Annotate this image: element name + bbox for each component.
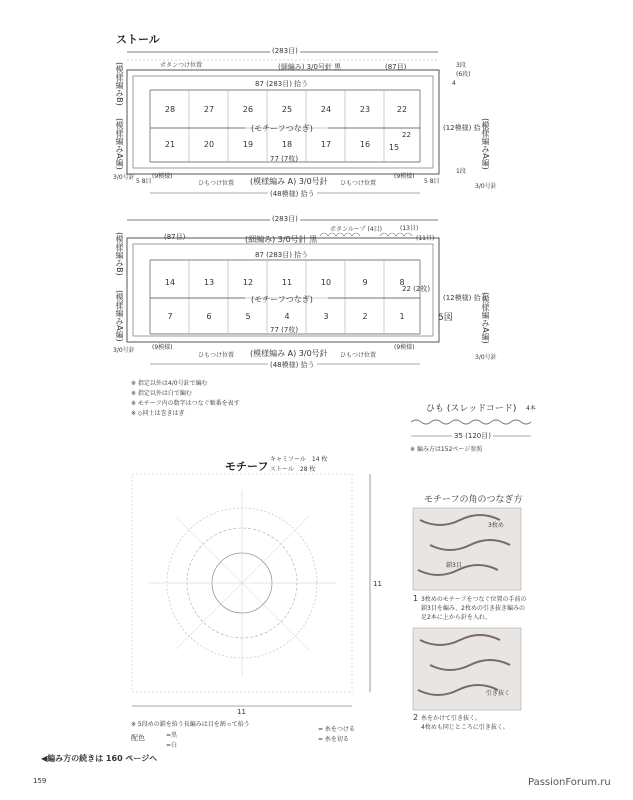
stole2-cell: 13 (203, 278, 215, 287)
stole1-bottom-total: (48模様) 拾う (270, 190, 315, 198)
stole2-count-13: (13目) (400, 225, 419, 232)
cord-title: ひも (スレッドコード) (426, 404, 517, 414)
stole2-cell: 6 (206, 312, 212, 321)
stole1-edge-label: (細編み) 3/0号針 黒 (278, 63, 342, 71)
corner-step1-text: 3枚めのモチーフをつなぐ位置の手前の 鎖3目を編み、2枚めの引き抜き編みの 足2本に上から針を入れ、 (421, 596, 527, 621)
stole1-cell: 20 (203, 140, 215, 149)
stole1-cell: 15 (388, 143, 400, 152)
motif-color-label: 配色 (131, 734, 145, 742)
stole1-cell: 26 (242, 105, 254, 114)
corner-step2-num: 2 (413, 713, 419, 722)
stole2-width-total: (283目) (272, 215, 298, 223)
stole2-cell: 7 (167, 312, 173, 321)
watermark: PassionForum.ru (528, 777, 611, 788)
motif-camisole-count: キャミソール 14 枚 (270, 456, 328, 463)
stole1-cell: 18 (281, 140, 293, 149)
note-1: ※ 指定以外は4/0号針で編む (131, 380, 208, 387)
stole2-cell: 14 (164, 278, 176, 287)
continue-note: ◀編み方の続きは 160 ページへ (41, 754, 158, 763)
stole1-cell: 25 (281, 105, 293, 114)
stole2-bottom-main: (模様編み A) 3/0号針 (250, 349, 328, 358)
stole1-dim-bottom: 1段 (456, 168, 466, 175)
stole2-cell: 8 (399, 278, 405, 287)
stole1-needle-left: 3/0号針 (113, 174, 135, 181)
corner-label-chain: 鎖3目 (446, 562, 462, 569)
stole2-cell: 3 (323, 312, 329, 321)
motif-color-black: =黒 (166, 732, 178, 739)
stole-title: ストール (116, 33, 160, 46)
stole1-cell: 23 (359, 105, 371, 114)
stole1-width-total: (283目) (272, 47, 298, 55)
stole2-bottom-total: (48模様) 拾う (270, 361, 315, 369)
corner-title: モチーフの角のつなぎ方 (424, 495, 523, 505)
motif-dim-w: 11 (237, 708, 246, 716)
stole2-center-label: (モチーフつなぎ) (251, 295, 313, 304)
stole2-right-22: 22 (2枚) (402, 285, 431, 293)
stole1-bottom-left: (9模様) (152, 173, 173, 180)
stole1-left-mid: (模様編みA編) (115, 118, 124, 170)
stole2-cell: 1 (399, 312, 405, 321)
stole1-cell: 24 (320, 105, 332, 114)
stole1-left-top: (模様編みB) (115, 62, 124, 106)
note-3: ※ モチーフ内の数字はつなぐ順番を表す (131, 400, 240, 407)
corner-label-pull: 引き抜く (486, 690, 511, 697)
stole1-dim-top-3: 4 (452, 80, 456, 87)
stole1-tie-position-2: ひもつけ位置 (340, 180, 377, 187)
stole1-cell: 22 (396, 105, 408, 114)
cord-length: 35 (120目) (454, 432, 491, 440)
corner-label-3: 3枚め (488, 522, 504, 529)
stole2-bottom-left: (9模様) (152, 344, 173, 351)
stole1-cell: 21 (164, 140, 176, 149)
cord-note: ※ 編み方は152ページ参照 (410, 446, 483, 453)
stole2-cell: 12 (242, 278, 254, 287)
corner-step1-num: 1 (413, 594, 419, 603)
stole1-dim-right: 5 8目 (424, 178, 440, 185)
stole1-button-position: ボタンつけ位置 (160, 62, 203, 69)
stole2-cell: 11 (281, 278, 293, 287)
stole1-needle-right: 3/0号針 (475, 183, 497, 190)
note-4: ※ ◇同士は巻きはぎ (131, 410, 185, 417)
motif-dim-h: 11 (373, 580, 382, 588)
stole1-bottom-main: (模様編み A) 3/0号針 (250, 177, 328, 186)
stole1-bottom-count: 77 (7枚) (270, 155, 299, 163)
stole2-cell: 2 (362, 312, 368, 321)
stole1-tie-position: ひもつけ位置 (198, 180, 235, 187)
motif-attach: = 糸をつける (318, 726, 355, 733)
stole1-dim-top-1: 3段 (456, 62, 466, 69)
motif-cut: = 糸を切る (318, 736, 349, 743)
stole2-edge-count: (87目) (164, 233, 186, 241)
stole2-edge-label: (細編み) 3/0号針 黒 (245, 235, 318, 244)
motif-color-white: =白 (166, 742, 178, 749)
stole2-tie-position: ひもつけ位置 (198, 352, 235, 359)
stole1-cell: 17 (320, 140, 332, 149)
stole2-button-loop: ボタンループ (4目) (330, 226, 382, 233)
stole2-cell: 5 (245, 312, 251, 321)
stole1-cell: 19 (242, 140, 254, 149)
stole2-cell: 9 (362, 278, 368, 287)
stole1-bottom-right: (9模様) (394, 173, 415, 180)
stole2-bottom-count: 77 (7枚) (270, 326, 299, 334)
stole2-needle-right: 3/0号針 (475, 354, 497, 361)
stole2-tie-position-2: ひもつけ位置 (340, 352, 377, 359)
note-2: ※ 指定以外は白で編む (131, 390, 192, 397)
stole1-right-mid: (模様編みA編) (481, 118, 490, 170)
stole1-cell: 27 (203, 105, 215, 114)
stole1-center-label: (モチーフつなぎ) (251, 124, 313, 133)
stole1-right-22: 22 (402, 131, 411, 139)
motif-title: モチーフ (225, 460, 269, 473)
stole1-right-pick: (12模様) 拾う (443, 124, 488, 132)
stole2-left-mid: (模様編みA編) (115, 290, 124, 342)
stole2-bottom-right: (9模様) (394, 344, 415, 351)
stole2-cell: 4 (284, 312, 290, 321)
cord-count: 4本 (526, 405, 536, 412)
motif-note: ※ 5段めの鎖を拾う長編みは目を割って拾う (131, 721, 250, 728)
stole1-cell: 16 (359, 140, 371, 149)
stole2-right-pick: (12模様) 拾う (443, 294, 488, 302)
stole1-dim-left: 5 8目 (136, 178, 152, 185)
motif-stole-count: ストール 28 枚 (270, 466, 316, 473)
stole2-count-11: (11目) (416, 235, 435, 242)
stole2-left-top: (模様編みB) (115, 232, 124, 276)
stole1-cell: 28 (164, 105, 176, 114)
corner-step2-text: 糸をかけて引き抜く。 4枚めも同じところに引き抜く。 (421, 715, 509, 731)
stole2-needle-left: 3/0号針 (113, 347, 135, 354)
stole1-edge-count: (87目) (385, 63, 407, 71)
stole1-dim-top-2: (6段) (456, 71, 471, 78)
page-number: 159 (33, 777, 47, 785)
stole2-right-mid: (模様編みA編) (481, 292, 490, 344)
stole2-inner-width: 87 (283目) 拾う (255, 251, 309, 259)
stole2-fig5: 5図 (438, 313, 453, 323)
stole1-inner-width: 87 (283目) 拾う (255, 80, 309, 88)
stole2-cell: 10 (320, 278, 332, 287)
